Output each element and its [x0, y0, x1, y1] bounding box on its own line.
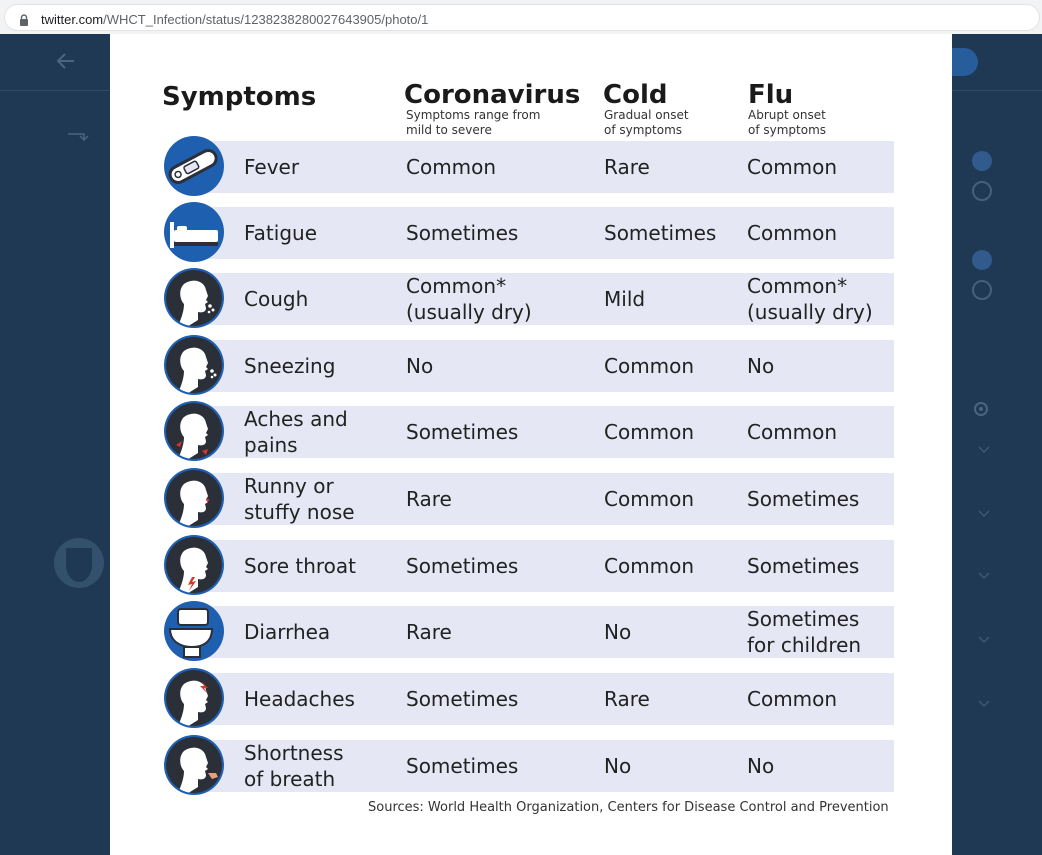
cold-value: Sometimes: [604, 221, 717, 245]
thermometer-icon: [162, 134, 226, 198]
symptom-label: Headaches: [244, 687, 355, 711]
flu-value: Common: [747, 420, 838, 444]
flu-value: Common*: [747, 274, 848, 298]
coronavirus-value: Common*: [406, 274, 507, 298]
cough-head-icon: [162, 266, 226, 330]
sources-footnote: Sources: World Health Organization, Centers for Disease Control and Prevention: [368, 800, 889, 815]
divider: [952, 90, 1042, 91]
cold-value: Common: [604, 487, 695, 511]
symptom-label: Diarrhea: [244, 620, 331, 644]
symptom-label: Sore throat: [244, 554, 357, 578]
url-text[interactable]: [41, 12, 428, 27]
backdrop-left-column: [0, 34, 110, 855]
column-header-flu: Flu: [748, 80, 794, 110]
url-field[interactable]: [4, 4, 1040, 31]
column-note: mild to severe: [406, 123, 492, 137]
symptom-label: Cough: [244, 287, 309, 311]
chevron-down-icon[interactable]: [978, 510, 990, 518]
coronavirus-value: Sometimes: [406, 754, 519, 778]
chevron-down-icon[interactable]: [978, 636, 990, 644]
flu-value: No: [747, 354, 775, 378]
symptom-label: stuffy nose: [244, 500, 355, 524]
column-note: of symptoms: [748, 123, 827, 137]
symptom-label: pains: [244, 433, 298, 457]
sneeze-head-icon: [162, 333, 226, 397]
sore-throat-head-icon: [162, 533, 226, 597]
coronavirus-value: Rare: [406, 620, 452, 644]
flu-value: for children: [747, 633, 862, 657]
cold-value: Rare: [604, 687, 650, 711]
flu-value: Common: [747, 221, 838, 245]
coronavirus-value: (usually dry): [406, 300, 532, 324]
coronavirus-value: Sometimes: [406, 554, 519, 578]
headache-head-icon: [162, 666, 226, 730]
gear-icon[interactable]: [972, 400, 990, 418]
coronavirus-value: Rare: [406, 487, 452, 511]
breath-head-icon: [162, 733, 226, 797]
table-title: Symptoms: [162, 82, 317, 112]
chevron-down-icon[interactable]: [978, 572, 990, 580]
column-header-coronavirus: Coronavirus: [404, 80, 581, 110]
chevron-down-icon[interactable]: [978, 700, 990, 708]
backdrop-right-column: [952, 34, 1042, 855]
url-path: /WHCT_Infection/status/1238238280027643905/photo/1: [103, 12, 429, 27]
coronavirus-value: No: [406, 354, 434, 378]
coronavirus-value: Sometimes: [406, 687, 519, 711]
verified-icon: [972, 250, 992, 270]
symptom-label: Fatigue: [244, 221, 317, 245]
avatar[interactable]: [54, 538, 104, 588]
symptom-label: Sneezing: [244, 354, 336, 378]
flu-value: No: [747, 754, 775, 778]
cold-value: Mild: [604, 287, 646, 311]
cold-value: Common: [604, 354, 695, 378]
flu-value: Sometimes: [747, 554, 860, 578]
divider: [0, 90, 110, 91]
lock-icon: [19, 14, 29, 26]
aches-head-icon: [162, 399, 226, 463]
verified-icon: [972, 151, 992, 171]
cold-value: No: [604, 754, 632, 778]
cold-value: Common: [604, 554, 695, 578]
symptom-label: Shortness: [244, 741, 344, 765]
coronavirus-value: Sometimes: [406, 221, 519, 245]
cold-value: Rare: [604, 155, 650, 179]
flu-value: (usually dry): [747, 300, 873, 324]
radio-icon: [972, 181, 992, 201]
chevron-down-icon[interactable]: [978, 446, 990, 454]
bed-icon: [162, 200, 226, 264]
flu-value: Common: [747, 155, 838, 179]
flu-value: Sometimes: [747, 607, 860, 631]
toilet-icon: [162, 599, 226, 663]
retweet-icon: [64, 128, 94, 146]
flu-value: Sometimes: [747, 487, 860, 511]
coronavirus-value: Sometimes: [406, 420, 519, 444]
symptom-label: Runny or: [244, 474, 334, 498]
flu-value: Common: [747, 687, 838, 711]
symptom-label: Fever: [244, 155, 300, 179]
back-arrow-icon[interactable]: [56, 52, 76, 70]
url-host: twitter.com: [41, 12, 104, 27]
cold-value: Common: [604, 420, 695, 444]
column-header-cold: Cold: [603, 80, 668, 110]
column-note: Abrupt onset: [748, 108, 826, 122]
cold-value: No: [604, 620, 632, 644]
runny-nose-head-icon: [162, 466, 226, 530]
column-note: of symptoms: [604, 123, 683, 137]
column-note: Symptoms range from: [406, 108, 541, 122]
browser-address-bar: [0, 0, 1042, 34]
symptom-label: Aches and: [244, 407, 348, 431]
coronavirus-value: Common: [406, 155, 497, 179]
radio-icon: [972, 280, 992, 300]
column-note: Gradual onset: [604, 108, 689, 122]
symptom-label: of breath: [244, 767, 336, 791]
